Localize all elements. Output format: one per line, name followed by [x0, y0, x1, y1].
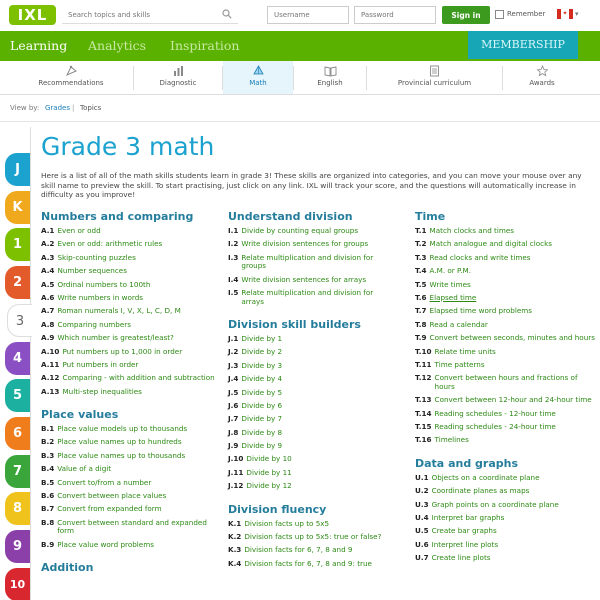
skill-code: T.3: [415, 252, 427, 262]
subnav-label: Recommendations: [38, 79, 104, 87]
skill-link[interactable]: Divide by 6: [241, 400, 283, 410]
skill-link[interactable]: Comparing numbers: [57, 319, 131, 329]
skill-link[interactable]: Convert between seconds, minutes and hours: [429, 333, 595, 343]
skill-item[interactable]: [228, 482, 398, 491]
skill-code: J.4: [228, 374, 239, 384]
skill-code: A.1: [41, 226, 55, 235]
skill-code: J.11: [228, 467, 244, 477]
grade-tab-8[interactable]: 8: [5, 492, 30, 525]
grade-tab-7[interactable]: 7: [5, 455, 30, 488]
skill-link[interactable]: Create line plots: [431, 553, 491, 563]
skill-link[interactable]: Ordinal numbers to 100th: [57, 279, 151, 289]
skill-code: J.7: [228, 414, 239, 424]
skill-link[interactable]: Read a calendar: [429, 319, 488, 329]
skill-link[interactable]: Interpret line plots: [431, 539, 499, 549]
skill-link[interactable]: Write numbers in words: [57, 292, 144, 302]
skill-code: J.5: [228, 387, 239, 397]
skill-item[interactable]: [41, 254, 216, 263]
category-heading: Time: [415, 210, 446, 223]
skill-code: I.4: [228, 274, 239, 284]
skill-link[interactable]: Place value names up to thousands: [57, 450, 186, 460]
grade-tab-10[interactable]: 10: [5, 568, 30, 600]
skill-item[interactable]: [415, 527, 595, 536]
skill-code: U.6: [415, 539, 429, 549]
diagnostic-icon: [172, 65, 185, 77]
skill-code: T.4: [415, 266, 427, 276]
skill-item[interactable]: [41, 227, 216, 236]
skill-code: J.12: [228, 481, 244, 491]
skill-link[interactable]: Divide by 4: [241, 374, 283, 384]
skill-link[interactable]: Divide by 10: [246, 454, 292, 464]
skill-item[interactable]: [415, 396, 595, 405]
skill-code: J.10: [228, 454, 244, 464]
category-heading: Place values: [41, 408, 119, 422]
skill-code: B.3: [41, 450, 55, 460]
skill-link[interactable]: Place value models up to thousands: [57, 424, 188, 434]
grade-tab-6[interactable]: 6: [5, 417, 30, 450]
skill-link[interactable]: Divide by 3: [241, 360, 283, 370]
skill-item[interactable]: [415, 554, 595, 563]
grade-tabs-divider: [30, 127, 31, 600]
skill-item[interactable]: [228, 469, 398, 478]
skill-item[interactable]: [228, 227, 398, 236]
skill-link[interactable]: Divide by counting equal groups: [241, 226, 359, 235]
skill-item[interactable]: [415, 267, 595, 276]
skill-code: T.15: [415, 421, 432, 431]
skill-link[interactable]: Convert between hours and fractions of hours: [434, 373, 578, 391]
skill-link[interactable]: Even or odd: [57, 226, 101, 235]
skill-code: A.8: [41, 319, 55, 329]
skill-item[interactable]: [228, 520, 398, 529]
skill-link[interactable]: Number sequences: [57, 266, 127, 276]
skill-item[interactable]: [228, 429, 398, 438]
curriculum-icon: [428, 65, 441, 77]
skill-item[interactable]: [41, 492, 216, 501]
skill-code: U.4: [415, 512, 429, 522]
skill-code: T.14: [415, 408, 432, 418]
skill-item[interactable]: [415, 321, 595, 330]
skill-code: T.10: [415, 346, 432, 356]
skill-link[interactable]: Put numbers in order: [62, 359, 139, 369]
skill-item[interactable]: [415, 541, 595, 550]
subnav-awards[interactable]: [503, 61, 581, 94]
skill-link[interactable]: Elapsed time: [429, 292, 477, 302]
skill-item[interactable]: [415, 334, 595, 343]
skill-link[interactable]: Division facts up to 5x5: true or false?: [244, 532, 382, 542]
skill-link[interactable]: Place value word problems: [57, 539, 154, 549]
skill-code: B.2: [41, 437, 55, 447]
skill-code: T.6: [415, 292, 427, 302]
skill-item[interactable]: [41, 281, 216, 290]
english-icon: [324, 65, 337, 77]
view-by-topics-link[interactable]: Topics: [80, 104, 102, 112]
subnav-label: Diagnostic: [159, 79, 197, 87]
skill-item[interactable]: [41, 348, 216, 357]
skill-item[interactable]: [41, 240, 216, 249]
skill-item[interactable]: [228, 415, 398, 424]
skill-item[interactable]: [41, 479, 216, 488]
skill-item[interactable]: [415, 227, 595, 236]
skill-item[interactable]: [415, 361, 595, 370]
skill-link[interactable]: Convert to/from a number: [57, 477, 152, 487]
skill-item[interactable]: [415, 374, 595, 391]
skill-code: K.1: [228, 518, 242, 528]
skill-link[interactable]: Create bar graphs: [431, 526, 497, 536]
grade-tab-9[interactable]: 9: [5, 530, 30, 563]
skill-link[interactable]: Divide by 5: [241, 387, 283, 397]
skill-item[interactable]: [41, 519, 216, 536]
skill-link[interactable]: Reading schedules - 12-hour time: [434, 408, 556, 418]
subnav-label: Awards: [529, 79, 555, 87]
skill-link[interactable]: Division facts for 6, 7, 8 and 9: [244, 545, 353, 555]
skill-link[interactable]: Timelines: [434, 435, 469, 445]
search-input[interactable]: [62, 6, 238, 24]
recommendations-icon: [65, 65, 78, 77]
skill-code: T.2: [415, 239, 427, 249]
breadcrumb-separator: |: [72, 104, 75, 112]
skill-item[interactable]: [228, 348, 398, 357]
sign-in-button[interactable]: Sign in: [442, 6, 490, 24]
category-heading: Addition: [41, 561, 94, 575]
chevron-down-icon[interactable]: ▾: [575, 10, 579, 18]
canada-flag-icon[interactable]: ✦: [557, 9, 573, 19]
page-title: Grade 3 math: [41, 132, 215, 161]
skill-item[interactable]: [41, 438, 216, 447]
skill-link[interactable]: Match clocks and times: [429, 226, 515, 235]
skill-item[interactable]: [228, 546, 398, 555]
skill-item[interactable]: [415, 436, 595, 445]
skill-link[interactable]: Write division sentences for groups: [241, 239, 369, 249]
skill-item[interactable]: [415, 487, 595, 496]
skill-link[interactable]: Time patterns: [434, 359, 485, 369]
skill-code: B.4: [41, 464, 55, 474]
skill-code: U.2: [415, 486, 429, 496]
skill-link[interactable]: Value of a digit: [57, 464, 112, 474]
skill-code: A.3: [41, 252, 55, 262]
remember-checkbox[interactable]: [495, 10, 504, 19]
subnav-provincial-curriculum[interactable]: [367, 61, 502, 94]
skill-item[interactable]: [415, 514, 595, 523]
nav-inspiration[interactable]: Inspiration: [170, 38, 240, 53]
skill-link[interactable]: Divide by 8: [241, 427, 283, 437]
skill-link[interactable]: Read clocks and write times: [429, 252, 531, 262]
skill-code: A.4: [41, 266, 55, 276]
skills-column-1: [41, 210, 216, 578]
skill-code: T.1: [415, 226, 427, 235]
skill-code: U.3: [415, 499, 429, 509]
skill-item[interactable]: [415, 281, 595, 290]
skill-code: B.7: [41, 504, 55, 514]
skill-item[interactable]: [41, 361, 216, 370]
top-bar: [0, 0, 600, 31]
skill-code: A.9: [41, 333, 55, 343]
skill-link[interactable]: Multi-step inequalities: [62, 386, 142, 396]
skill-link[interactable]: Convert between 12-hour and 24-hour time: [434, 395, 592, 405]
skill-code: A.11: [41, 359, 60, 369]
nav-learning[interactable]: Learning: [10, 38, 68, 53]
skill-link[interactable]: Convert between standard and expanded form: [57, 517, 207, 536]
skill-link[interactable]: Divide by 2: [241, 347, 283, 357]
category-heading: Understand division: [228, 210, 353, 223]
skill-code: J.1: [228, 333, 239, 343]
skill-item[interactable]: [228, 362, 398, 371]
skill-item[interactable]: [228, 289, 398, 306]
skill-link[interactable]: Which number is greatest/least?: [57, 333, 174, 343]
skill-code: B.8: [41, 517, 55, 527]
skill-item[interactable]: [415, 254, 595, 263]
subnav-label: Provincial curriculum: [397, 79, 472, 87]
skill-link[interactable]: Roman numerals I, V, X, L, C, D, M: [57, 306, 181, 316]
skill-code: K.4: [228, 558, 242, 568]
skill-code: B.9: [41, 539, 55, 549]
skill-code: U.1: [415, 472, 429, 482]
page-intro: Here is a list of all of the math skills students learn in grade 3! These skills are organized into categories, and you can move your mouse over any skill name to preview the skill. To start practising, just click on any link. IXL will track your score, and the questions will automatically increase in difficulty as you improve!: [41, 171, 582, 199]
breadcrumb: [0, 95, 600, 122]
skill-link[interactable]: Match analogue and digital clocks: [429, 239, 552, 249]
skill-item[interactable]: [228, 560, 398, 569]
skill-item[interactable]: [228, 533, 398, 542]
skill-link[interactable]: Divide by 1: [241, 333, 283, 343]
subnav-label: English: [317, 79, 343, 87]
skill-item[interactable]: [41, 388, 216, 397]
skill-code: A.6: [41, 292, 55, 302]
subnav-math[interactable]: [223, 61, 293, 94]
skill-link[interactable]: Even or odd: arithmetic rules: [57, 239, 163, 249]
skill-code: T.16: [415, 435, 432, 445]
skills-column-2: [228, 210, 398, 573]
grade-tab-5[interactable]: 5: [5, 379, 30, 412]
skill-link[interactable]: Relate time units: [434, 346, 496, 356]
skill-code: A.5: [41, 279, 55, 289]
skill-link[interactable]: Relate multiplication and division for groups: [241, 252, 374, 271]
skill-code: J.3: [228, 360, 239, 370]
skill-code: I.3: [228, 252, 239, 262]
skill-link[interactable]: Elapsed time word problems: [429, 306, 533, 316]
skill-link[interactable]: Convert from expanded form: [57, 504, 162, 514]
skill-code: U.7: [415, 553, 429, 563]
skill-item[interactable]: [41, 541, 216, 550]
skill-code: A.2: [41, 239, 55, 249]
skill-link[interactable]: Comparing - with addition and subtraction: [62, 373, 215, 383]
skill-link[interactable]: Divide by 7: [241, 414, 283, 424]
skill-item[interactable]: [41, 505, 216, 514]
category-heading: Division skill builders: [228, 317, 361, 331]
skill-item[interactable]: [415, 307, 595, 316]
skill-link[interactable]: Relate multiplication and division for arrays: [241, 288, 374, 306]
sub-nav: [0, 61, 600, 95]
skill-code: K.3: [228, 545, 242, 555]
skill-code: B.1: [41, 424, 55, 434]
skill-item[interactable]: [415, 294, 595, 303]
skill-item[interactable]: [415, 348, 595, 357]
skill-link[interactable]: Convert between place values: [57, 491, 167, 501]
skill-link[interactable]: Division facts up to 5x5: [244, 518, 330, 528]
skill-code: A.12: [41, 373, 60, 383]
skill-item[interactable]: [228, 254, 398, 271]
grade-tab-4[interactable]: 4: [5, 342, 30, 375]
skill-code: I.1: [228, 226, 239, 235]
membership-button[interactable]: MEMBERSHIP: [468, 31, 578, 59]
skill-item[interactable]: [41, 267, 216, 276]
skill-code: A.13: [41, 386, 60, 396]
search-icon[interactable]: [222, 9, 232, 19]
grade-tab-1[interactable]: 1: [5, 228, 30, 261]
skill-item[interactable]: [41, 452, 216, 461]
skill-code: J.2: [228, 347, 239, 357]
skill-code: B.5: [41, 477, 55, 487]
skill-code: T.8: [415, 319, 427, 329]
math-icon: [252, 65, 265, 77]
skill-code: J.6: [228, 400, 239, 410]
skill-link[interactable]: Division facts for 6, 7, 8 and 9: true: [244, 558, 372, 568]
skill-link[interactable]: Interpret bar graphs: [431, 512, 505, 522]
skill-link[interactable]: Put numbers up to 1,000 in order: [62, 346, 183, 356]
skill-item[interactable]: [228, 335, 398, 344]
skill-code: T.13: [415, 395, 432, 405]
skill-link[interactable]: Graph points on a coordinate plane: [431, 499, 559, 509]
skill-link[interactable]: Skip-counting puzzles: [57, 252, 136, 262]
skill-code: A.10: [41, 346, 60, 356]
password-input[interactable]: [354, 6, 436, 24]
skill-code: T.11: [415, 359, 432, 369]
subnav-label: Math: [249, 79, 267, 87]
skill-code: B.6: [41, 491, 55, 501]
skill-item[interactable]: [41, 307, 216, 316]
skill-item[interactable]: [41, 321, 216, 330]
category-heading: Numbers and comparing: [41, 210, 194, 223]
skill-link[interactable]: Place value names up to hundreds: [57, 437, 182, 447]
skill-item[interactable]: [228, 375, 398, 384]
skill-code: A.7: [41, 306, 55, 316]
skill-item[interactable]: [41, 294, 216, 303]
skill-code: K.2: [228, 532, 242, 542]
awards-icon: [536, 65, 549, 77]
skill-link[interactable]: Reading schedules - 24-hour time: [434, 421, 556, 431]
grade-tab-2[interactable]: 2: [5, 266, 30, 299]
skill-item[interactable]: [228, 276, 398, 285]
skill-item[interactable]: [41, 374, 216, 383]
skill-item[interactable]: [41, 425, 216, 434]
skill-link[interactable]: Write times: [429, 279, 471, 289]
skill-code: T.9: [415, 333, 427, 343]
skill-item[interactable]: [415, 410, 595, 419]
skill-item[interactable]: [41, 334, 216, 343]
skills-column-3: [415, 210, 595, 567]
skill-code: I.5: [228, 288, 239, 298]
skill-item[interactable]: [415, 474, 595, 483]
skill-code: T.5: [415, 279, 427, 289]
skill-code: I.2: [228, 239, 239, 249]
skill-item[interactable]: [415, 240, 595, 249]
skill-code: T.7: [415, 306, 427, 316]
skill-item[interactable]: [228, 402, 398, 411]
grade-tab-k[interactable]: K: [5, 191, 30, 224]
skill-link[interactable]: Objects on a coordinate plane: [431, 472, 540, 482]
skill-link[interactable]: Divide by 12: [246, 481, 292, 491]
view-by-label: View by:: [10, 104, 40, 112]
subnav-diagnostic[interactable]: [134, 61, 222, 94]
view-by-grades-link[interactable]: Grades: [45, 104, 70, 112]
skill-code: J.9: [228, 441, 239, 451]
skill-link[interactable]: A.M. or P.M.: [429, 266, 472, 276]
skill-link[interactable]: Divide by 11: [246, 467, 292, 477]
skill-item[interactable]: [228, 442, 398, 451]
grade-tab-j[interactable]: J: [5, 153, 30, 186]
subnav-recommendations[interactable]: [20, 61, 122, 94]
skill-item[interactable]: [41, 465, 216, 474]
skill-item[interactable]: [228, 455, 398, 464]
remember-label: Remember: [507, 10, 546, 18]
skill-code: T.12: [415, 373, 432, 383]
subnav-english[interactable]: [294, 61, 366, 94]
username-input[interactable]: [267, 6, 349, 24]
skill-code: J.8: [228, 427, 239, 437]
grade-tab-3[interactable]: 3: [7, 304, 32, 337]
skill-item[interactable]: [415, 423, 595, 432]
nav-analytics[interactable]: Analytics: [88, 38, 147, 53]
category-heading: Data and graphs: [415, 456, 518, 470]
skill-item[interactable]: [415, 501, 595, 510]
category-heading: Division fluency: [228, 502, 327, 516]
skill-code: U.5: [415, 526, 429, 536]
skill-link[interactable]: Divide by 9: [241, 441, 283, 451]
skill-link[interactable]: Coordinate planes as maps: [431, 486, 530, 496]
skill-item[interactable]: [228, 240, 398, 249]
skill-link[interactable]: Write division sentences for arrays: [241, 274, 367, 284]
ixl-logo[interactable]: IXL: [9, 5, 56, 25]
skill-item[interactable]: [228, 389, 398, 398]
